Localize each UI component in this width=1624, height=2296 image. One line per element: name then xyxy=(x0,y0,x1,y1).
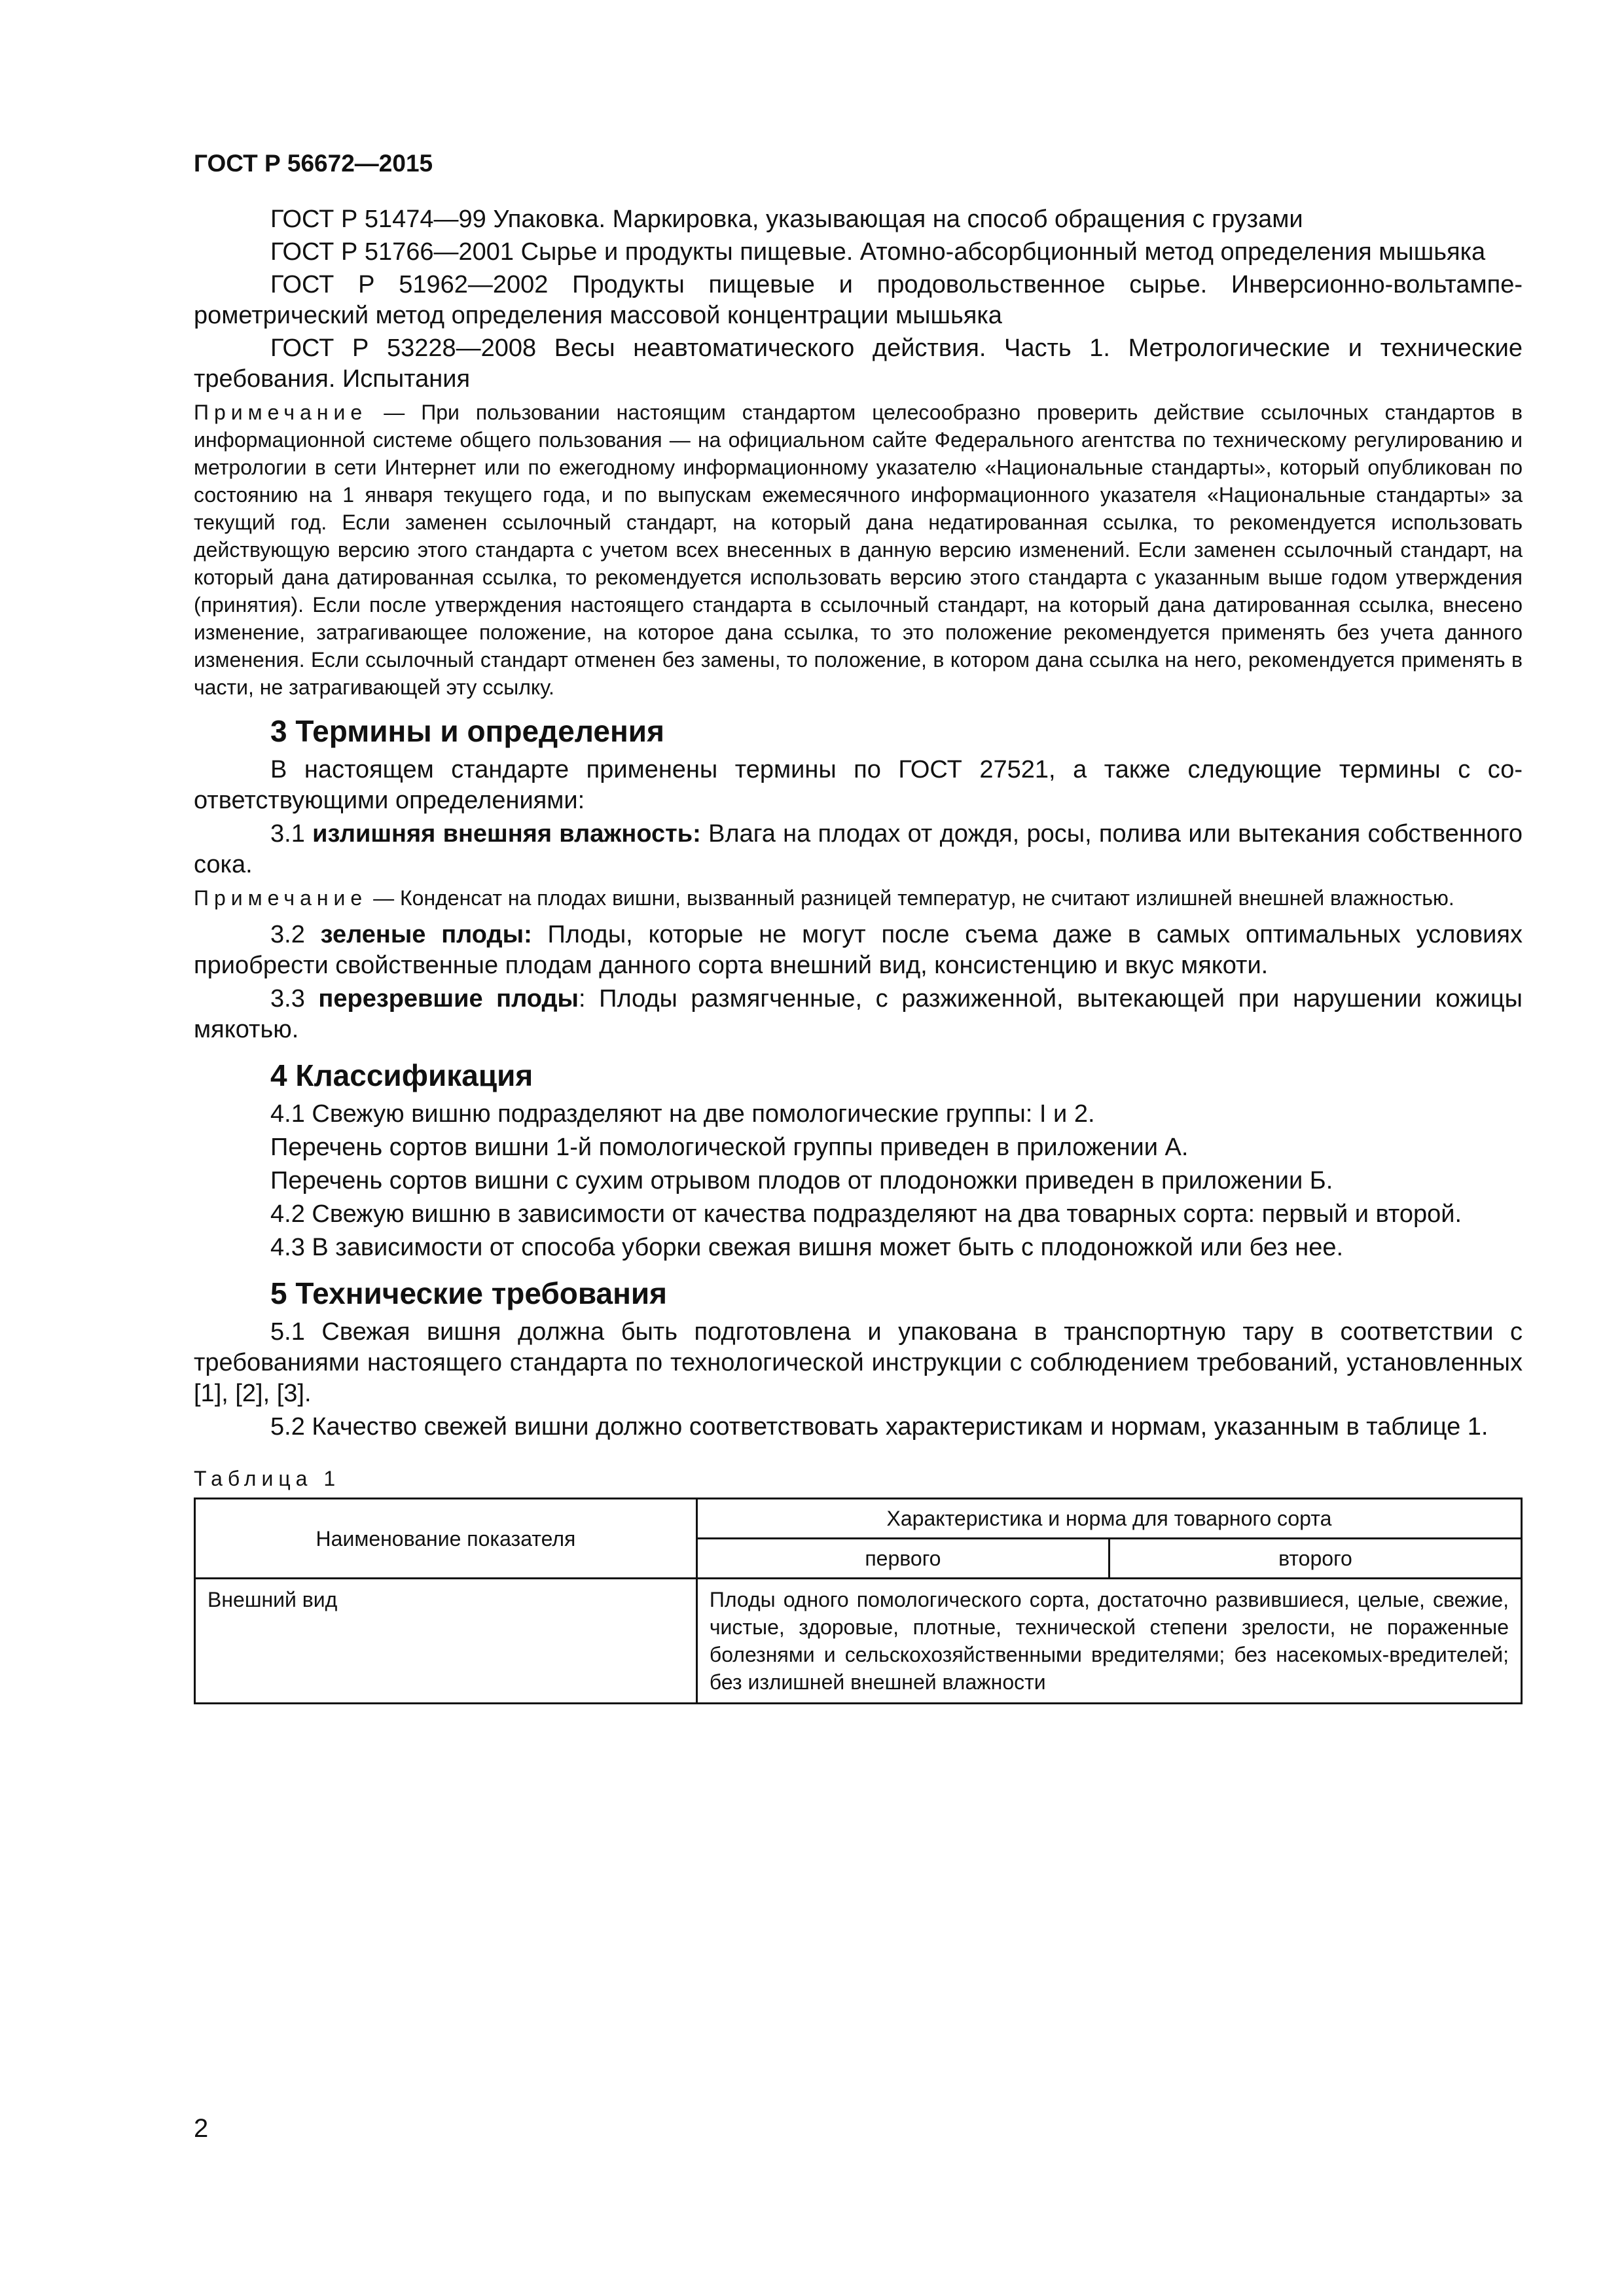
term-name: зеленые плоды: xyxy=(320,921,532,948)
references-note xyxy=(194,399,1523,701)
section-4-paragraph: Перечень сортов вишни с сухим отрывом плодов от плодоножки приведен в приложении Б. xyxy=(270,1167,1333,1194)
normative-references xyxy=(194,204,1523,395)
page-number: 2 xyxy=(194,2114,209,2143)
section-4-paragraph: 4.1 Свежую вишню подразделяют на две помологические группы: I и 2. xyxy=(270,1100,1095,1128)
term-3-1 xyxy=(194,819,1523,880)
term-definition: Влага на плодах от дождя, росы, полива или вытекания собственного сока. xyxy=(194,820,1523,878)
table-row xyxy=(195,1579,1522,1704)
note-text: — При пользовании настоящим стандартом целесообразно проверить действие ссылочных стандартов в информационной системе общего пользования — на официальном сайте Федерального агентства по техническому регулированию и метрологии в сети Интернет или по ежегодному информационному указателю «Национальные стандарты», который опубликован по состоянию на 1 января текущего года, и по выпускам ежемесячного информационного указателя «Национальные стандарты» за текущий год. Если заменен ссылочный стандарт, на который дана недатированная ссылка, то рекомендуется использовать действующую версию этого стандарта с учетом всех внесенных в данную версию изменений. Если заменен ссылочный стандарт, на который дана датированная ссылка, то рекомендуется использовать версию этого стандарта с указанным выше годом утверждения (принятия). Если после утверждения настоящего стандарта в ссылочный стандарт, на который дана датированная ссылка, внесено изменение, затрагивающее положение, на которое дана ссылка, то это положение рекомендуется применять без учета данного изменения. Если ссылочный стандарт отменен без замены, то положение, в котором дана ссылка на него, рекомендуется применять в части, не затрагивающей эту ссылку. xyxy=(194,401,1523,699)
term-definition: : Плоды размягченные, с разжиженной, вытекающей при нарушении кожицы мякотью. xyxy=(194,985,1523,1043)
table-header-row xyxy=(195,1499,1522,1539)
cell-characteristic: Плоды одного помологического сорта, достаточно развившиеся, целые, свежие, чистые, здоровые, плотные, технической степени зрелости, не пораженные болезнями и сельскохозяйственными вредителями; без насекомых-вредителей; без излишней внешней влажности xyxy=(696,1579,1521,1704)
section-5-paragraph: 5.1 Свежая вишня должна быть подготовлена и упакована в транспортную тару в соответствии с требованиями настоящего стандарта по технологической инструкции с соблюдением требований, установленных [1], [2], [3]. xyxy=(194,1318,1523,1407)
document-page xyxy=(194,149,1523,1704)
section-5-paragraph: 5.2 Качество свежей вишни должно соответствовать характеристикам и нормам, указанным в таблице 1. xyxy=(270,1413,1489,1441)
term-name: перезревшие плоды xyxy=(318,985,579,1013)
note-text: — Конденсат на плодах вишни, вызванный разницей температур, не считают излишней внешней влажностью. xyxy=(367,886,1454,910)
note-label: Примечание xyxy=(194,401,368,424)
reference-item: ГОСТ Р 53228—2008 Весы неавтоматического действия. Часть 1. Метрологические и технические требования. Испытания xyxy=(194,334,1523,393)
cell-indicator: Внешний вид xyxy=(195,1579,697,1704)
document-header: ГОСТ Р 56672—2015 xyxy=(194,150,433,177)
reference-item: ГОСТ Р 51962—2002 Продукты пищевые и продовольственное сырье. Инверсионно-вольтамперометрический метод определения массовой концентрации мышьяка xyxy=(194,271,1523,329)
section-4-paragraph: 4.3 В зависимости от способа уборки свежая вишня может быть с плодоножкой или без нее. xyxy=(270,1234,1344,1261)
section-3-title: 3 Термины и определения xyxy=(270,714,664,748)
header-grade-first: первого xyxy=(696,1539,1109,1579)
term-number: 3.1 xyxy=(270,820,313,848)
table-caption: Таблица 1 xyxy=(194,1467,341,1490)
term-3-1-note xyxy=(194,884,1523,912)
header-indicator-name: Наименование показателя xyxy=(195,1499,697,1579)
section-4-paragraph: Перечень сортов вишни 1-й помологической группы приведен в приложении А. xyxy=(270,1134,1189,1161)
term-number: 3.3 xyxy=(270,985,319,1013)
section-4-paragraph: 4.2 Свежую вишню в зависимости от качества подразделяют на два товарных сорта: первый и второй. xyxy=(270,1200,1462,1228)
section-3-intro: В настоящем стандарте применены термины по ГОСТ 27521, а также следующие термины с соответствующими определениями: xyxy=(194,756,1523,814)
term-definition: Плоды, которые не могут после съема даже в самых оптимальных условиях приобрести свойственные плодам данного сорта внешний вид, консистенцию и вкус мякоти. xyxy=(194,921,1523,979)
section-5-title: 5 Технические требования xyxy=(270,1276,667,1310)
header-characteristic-group: Характеристика и норма для товарного сорта xyxy=(696,1499,1521,1539)
term-name: излишняя внешняя влажность: xyxy=(312,820,701,848)
quality-table xyxy=(194,1498,1523,1704)
note-label: Примечание xyxy=(194,886,368,910)
term-number: 3.2 xyxy=(270,921,321,948)
term-3-3 xyxy=(194,984,1523,1045)
term-3-2 xyxy=(194,920,1523,981)
reference-item: ГОСТ Р 51766—2001 Сырье и продукты пищевые. Атомно-абсорбционный метод определения мышьяка xyxy=(270,238,1486,266)
section-4-title: 4 Классификация xyxy=(270,1058,533,1092)
header-grade-second: второго xyxy=(1109,1539,1521,1579)
reference-item: ГОСТ Р 51474—99 Упаковка. Маркировка, указывающая на способ обращения с грузами xyxy=(270,206,1303,233)
